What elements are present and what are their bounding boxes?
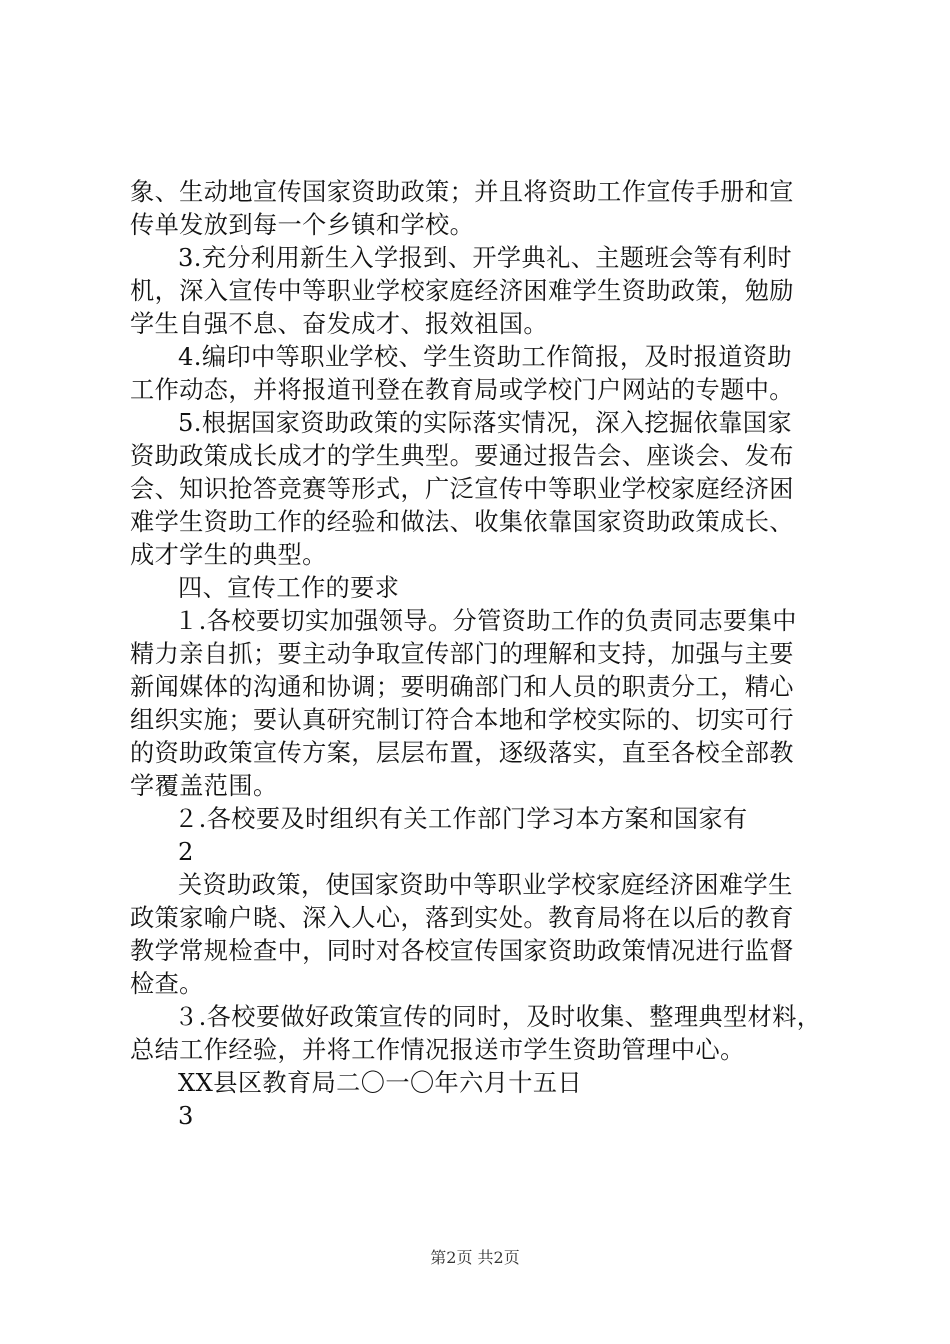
text-line: 政策家喻户晓、深入人心，落到实处。教育局将在以后的教育 [130, 904, 794, 932]
text-line: 象、生动地宣传国家资助政策；并且将资助工作宣传手册和宣 [130, 178, 794, 206]
page-footer: 第2页 共2页 [430, 1248, 520, 1267]
text-line: 工作动态，并将报道刊登在教育局或学校门户网站的专题中。 [130, 376, 794, 404]
text-line: ２.各校要及时组织有关工作部门学习本方案和国家有 [174, 805, 748, 833]
text-line: 学覆盖范围。 [130, 772, 278, 800]
section-heading: 四、宣传工作的要求 [178, 574, 400, 602]
text-line: ３.各校要做好政策宣传的同时，及时收集、整理典型材料， [174, 1003, 822, 1031]
text-line: 的资助政策宣传方案，层层布置，逐级落实，直至各校全部教 [130, 739, 794, 767]
text-line: 新闻媒体的沟通和协调；要明确部门和人员的职责分工，精心 [130, 673, 794, 701]
text-line: 成才学生的典型。 [130, 541, 327, 569]
text-line: 教学常规检查中，同时对各校宣传国家资助政策情况进行监督 [130, 937, 794, 965]
text-line: 难学生资助工作的经验和做法、收集依靠国家资助政策成长、 [130, 508, 794, 536]
text-line: 传单发放到每一个乡镇和学校。 [130, 211, 475, 239]
page-marker: 2 [178, 838, 194, 866]
text-line: 组织实施；要认真研究制订符合本地和学校实际的、切实可行 [130, 706, 794, 734]
document-body [130, 176, 830, 1133]
text-line: 资助政策成长成才的学生典型。要通过报告会、座谈会、发布 [130, 442, 794, 470]
page-marker: 3 [178, 1102, 194, 1130]
text-line: １.各校要切实加强领导。分管资助工作的负责同志要集中 [174, 607, 797, 635]
text-line: 关资助政策，使国家资助中等职业学校家庭经济困难学生 [178, 871, 793, 899]
text-line: 机，深入宣传中等职业学校家庭经济困难学生资助政策，勉励 [130, 277, 794, 305]
text-line: 学生自强不息、奋发成才、报效祖国。 [130, 310, 548, 338]
signature-date: XX县区教育局二〇一〇年六月十五日 [178, 1069, 583, 1097]
text-line: 检查。 [130, 970, 204, 998]
text-line: 4.编印中等职业学校、学生资助工作简报，及时报道资助 [178, 343, 792, 371]
text-line: 5.根据国家资助政策的实际落实情况，深入挖掘依靠国家 [178, 409, 792, 437]
text-line: 3.充分利用新生入学报到、开学典礼、主题班会等有利时 [178, 244, 792, 272]
text-line: 会、知识抢答竞赛等形式，广泛宣传中等职业学校家庭经济困 [130, 475, 794, 503]
text-line: 总结工作经验，并将工作情况报送市学生资助管理中心。 [130, 1036, 745, 1064]
text-line: 精力亲自抓；要主动争取宣传部门的理解和支持，加强与主要 [130, 640, 794, 668]
